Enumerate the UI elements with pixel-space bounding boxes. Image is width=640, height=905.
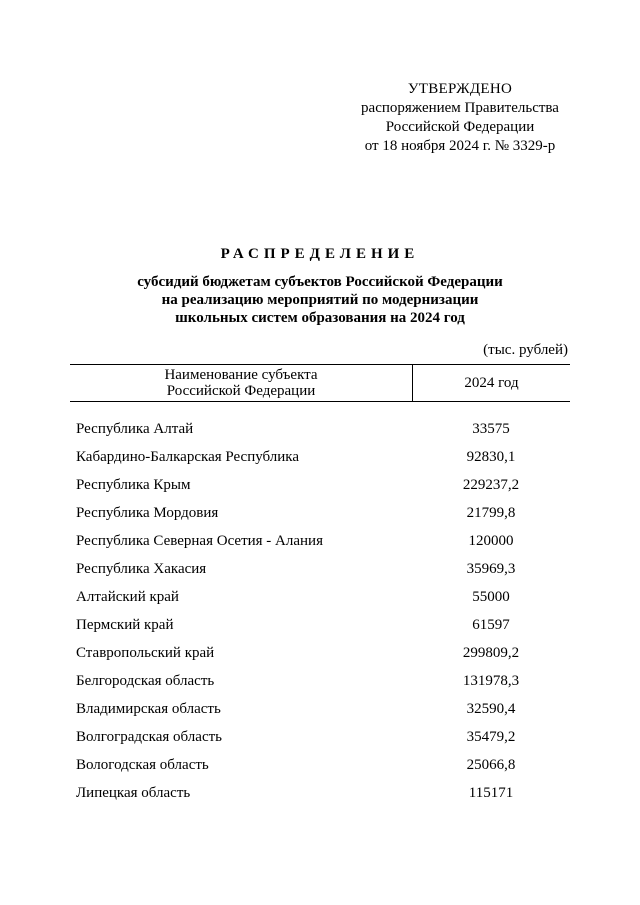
table-row (70, 695, 570, 723)
subsidy-amount: 92830,1 (466, 449, 516, 465)
subsidy-amount: 25066,8 (466, 757, 516, 773)
subsidy-amount: 299809,2 (462, 645, 520, 661)
subject-name: Вологодская область (76, 757, 209, 773)
subject-name: Республика Мордовия (76, 505, 219, 521)
subsidy-amount: 33575 (472, 421, 510, 437)
subject-name: Владимирская область (76, 701, 221, 717)
table-row (70, 499, 570, 527)
subsidy-amount: 229237,2 (462, 477, 520, 493)
subject-name: Пермский край (76, 617, 174, 633)
table-row (70, 471, 570, 499)
header-name-line-1: Наименование субъекта (164, 367, 318, 383)
units-label: (тыс. рублей) (483, 342, 568, 358)
subject-name: Ставропольский край (76, 645, 215, 661)
subject-name: Белгородская область (76, 673, 215, 689)
approval-line-1: распоряжением Правительства (361, 100, 559, 116)
subsidy-amount: 21799,8 (466, 505, 516, 521)
table-row (70, 555, 570, 583)
subsidy-amount: 35479,2 (466, 729, 516, 745)
table-row (70, 415, 570, 443)
header-subject-name (70, 365, 413, 401)
subject-name: Липецкая область (76, 785, 191, 801)
approval-line-2: Российской Федерации (385, 119, 535, 135)
header-year: 2024 год (464, 375, 519, 391)
subsidy-amount: 32590,4 (466, 701, 516, 717)
subject-name: Республика Хакасия (76, 561, 207, 577)
subsidy-amount: 131978,3 (462, 673, 520, 689)
table-row (70, 723, 570, 751)
subject-name: Алтайский край (76, 589, 179, 605)
subtitle-line-1: субсидий бюджетам субъектов Российской Федерации (137, 274, 503, 290)
table-row (70, 583, 570, 611)
table-row (70, 751, 570, 779)
table-row (70, 639, 570, 667)
document-title: РАСПРЕДЕЛЕНИЕ (220, 246, 420, 262)
subtitle-line-2: на реализацию мероприятий по модернизации (161, 292, 479, 308)
approval-line-3: от 18 ноября 2024 г. № 3329-р (364, 138, 556, 154)
table-header (70, 364, 570, 402)
subject-name: Кабардино-Балкарская Республика (76, 449, 300, 465)
table-row (70, 667, 570, 695)
approval-block (330, 80, 590, 156)
header-name-line-2: Российской Федерации (166, 383, 316, 399)
subsidy-amount: 120000 (468, 533, 514, 549)
subject-name: Республика Крым (76, 477, 191, 493)
approved-label: УТВЕРЖДЕНО (407, 81, 513, 97)
table-row (70, 443, 570, 471)
subject-name: Республика Алтай (76, 421, 194, 437)
subject-name: Республика Северная Осетия - Алания (76, 533, 323, 549)
subtitle-line-3: школьных систем образования на 2024 год (175, 310, 465, 326)
subsidy-amount: 61597 (472, 617, 510, 633)
subject-name: Волгоградская область (76, 729, 222, 745)
table-body (70, 415, 570, 807)
subsidy-amount: 55000 (472, 589, 510, 605)
table-row (70, 611, 570, 639)
table-row (70, 779, 570, 807)
table-row (70, 527, 570, 555)
document-subtitle (70, 273, 570, 327)
subsidy-amount: 115171 (468, 785, 514, 801)
subsidy-amount: 35969,3 (466, 561, 516, 577)
